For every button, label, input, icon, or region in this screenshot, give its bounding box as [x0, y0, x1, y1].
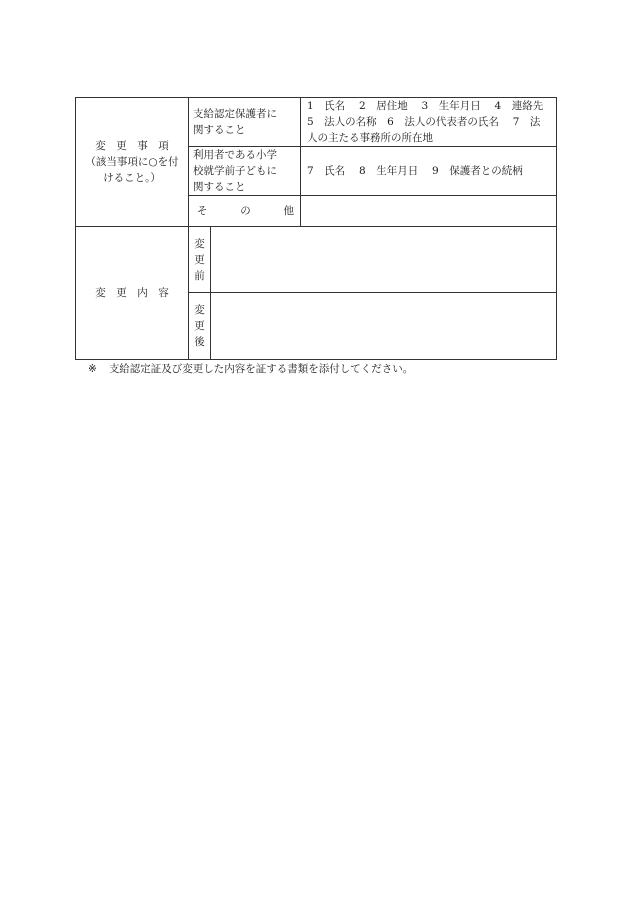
child-label-3: 関すること: [193, 181, 246, 193]
guardian-label-2: 関すること: [193, 124, 246, 136]
change-content-header: [76, 227, 189, 360]
change-items-title: 変 更 事 項: [95, 140, 169, 152]
guardian-items-1: 1 氏名 2 居住地 3 生年月日 4 連絡先: [307, 100, 544, 112]
other-label-cell: [189, 196, 301, 227]
attachment-note: [88, 361, 413, 376]
child-label-2: 校就学前子どもに: [193, 165, 277, 177]
guardian-items-3: 人の主たる事務所の所在地: [307, 132, 433, 144]
guardian-items-cell[interactable]: [301, 98, 557, 147]
child-items-cell[interactable]: [301, 147, 557, 196]
change-items-instruction-1: （該当事項に○を付: [85, 156, 179, 168]
change-items-instruction-2: けること。）: [103, 172, 161, 184]
before-label-char-2: 更: [194, 253, 205, 266]
child-items-1: 7 氏名 8 生年月日 9 保護者との続柄: [307, 165, 523, 177]
before-label-cell: [189, 227, 211, 293]
guardian-label-1: 支給認定保護者に: [193, 108, 277, 120]
other-label-a: そ: [197, 205, 208, 217]
before-value-cell[interactable]: [211, 227, 557, 293]
guardian-row: [76, 98, 557, 147]
child-label-cell: [189, 147, 301, 196]
after-label-char-3: 後: [194, 336, 205, 348]
change-content-title: 変 更 内 容: [95, 287, 169, 299]
guardian-items-2: 5 法人の名称 6 法人の代表者の氏名 7 法: [307, 116, 541, 128]
other-label-c: 他: [283, 205, 294, 217]
after-label-char-1: 変: [194, 304, 205, 316]
other-value-cell[interactable]: [301, 196, 557, 227]
change-items-header: [76, 98, 189, 227]
other-label-b: の: [240, 205, 251, 217]
after-label-cell: [189, 293, 211, 360]
guardian-label-cell: [189, 98, 301, 147]
child-label-1: 利用者である小学: [193, 149, 277, 161]
note-text: 支給認定証及び変更した内容を証する書類を添付してください。: [108, 363, 414, 375]
before-row: [76, 227, 557, 293]
before-label-char-1: 変: [194, 237, 205, 250]
note-mark: ※: [88, 363, 97, 375]
after-label-char-2: 更: [194, 320, 205, 332]
before-label-char-3: 前: [194, 269, 205, 282]
change-notification-table: [75, 97, 557, 360]
after-value-cell[interactable]: [211, 293, 557, 360]
